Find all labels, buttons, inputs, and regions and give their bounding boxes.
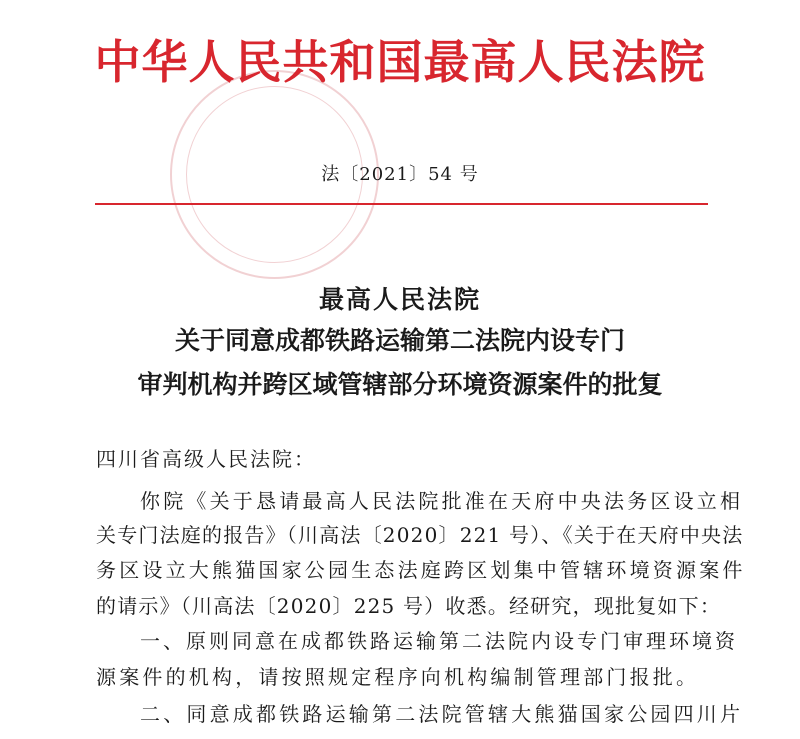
title-line-1: 最高人民法院 (318, 285, 481, 314)
body-line: 二、同意成都铁路运输第二法院管辖大熊猫国家公园四川片 (140, 702, 744, 726)
red-divider-line (95, 203, 708, 205)
court-masthead: 中华人民共和国最高人民法院 (94, 35, 706, 89)
body-line: 关专门法庭的报告》（川高法〔2020〕221 号）、《关于在天府中央法 (96, 523, 744, 547)
body-line: 一、原则同意在成都铁路运输第二法院内设专门审理环境资 (140, 629, 738, 653)
body-line: 务区设立大熊猫国家公园生态法庭跨区划集中管辖环境资源案件 (96, 558, 746, 582)
title-line-2: 关于同意成都铁路运输第二法院内设专门 (174, 326, 625, 355)
body-line: 你院《关于恳请最高人民法院批准在天府中央法务区设立相 (140, 489, 744, 513)
title-line-3: 审判机构并跨区域管辖部分环境资源案件的批复 (137, 370, 663, 399)
salutation: 四川省高级人民法院： (96, 447, 316, 471)
body-line: 的请示》（川高法〔2020〕225 号）收悉。经研究，现批复如下： (96, 594, 722, 618)
body-line: 源案件的机构，请按照规定程序向机构编制管理部门报批。 (96, 665, 700, 689)
document-number: 法〔2021〕54 号 (321, 164, 479, 185)
